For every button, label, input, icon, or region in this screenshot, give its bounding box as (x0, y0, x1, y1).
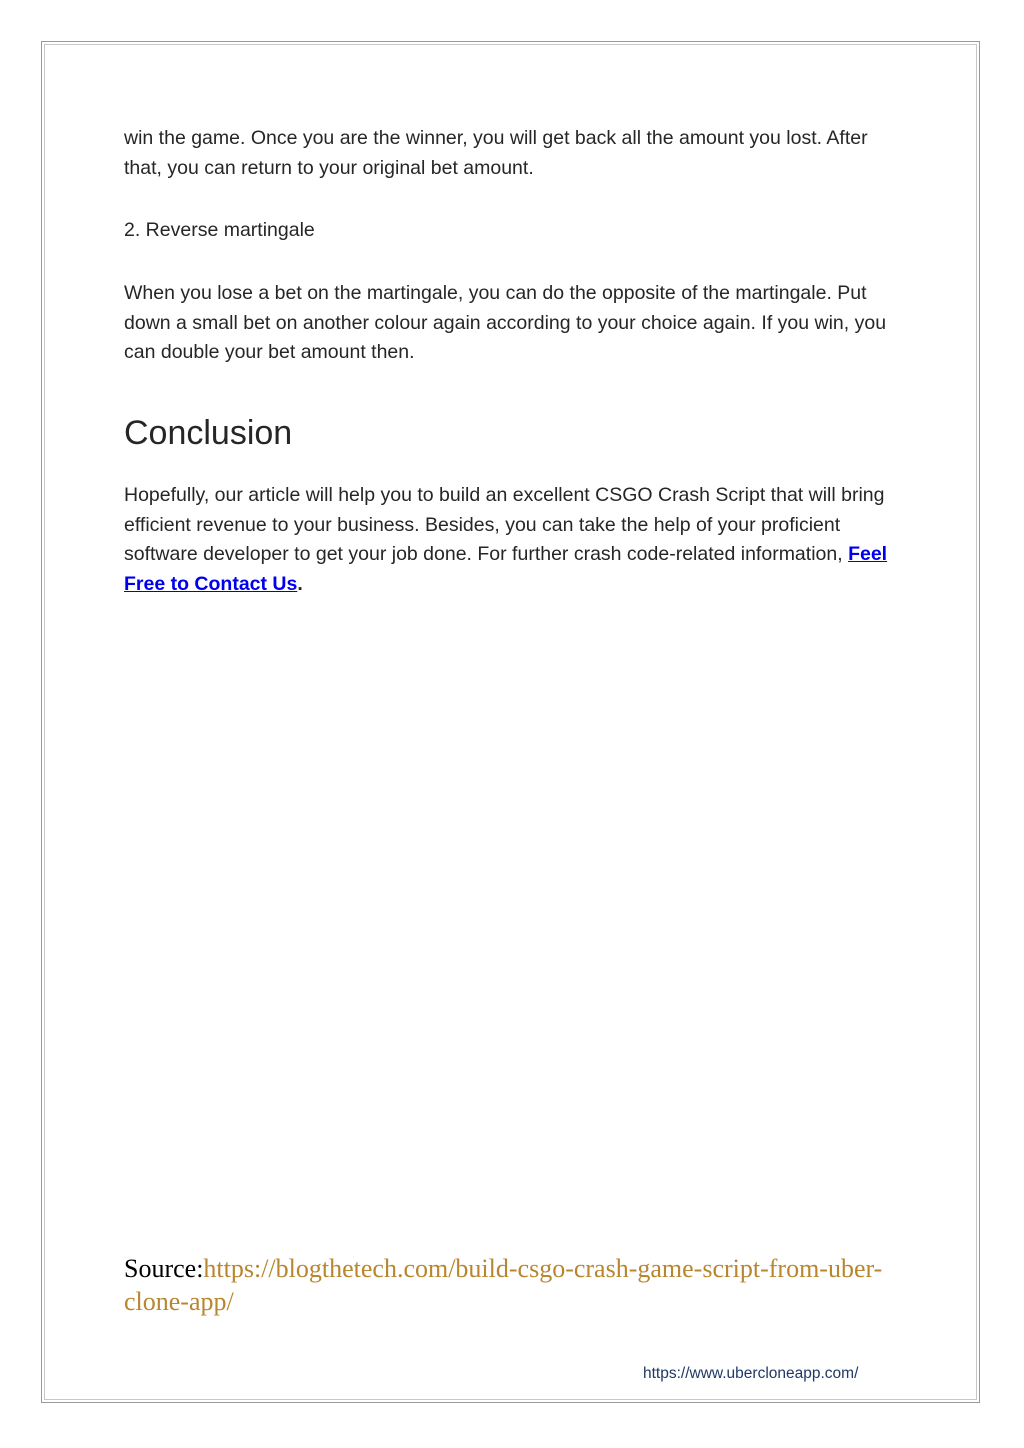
source-url-link[interactable]: https://blogthetech.com/build-csgo-crash-game-script-from-uber-clone-app/ (124, 1254, 883, 1316)
conclusion-paragraph (124, 481, 914, 599)
subheading-reverse-martingale: 2. Reverse martingale (124, 219, 315, 241)
footer-website-link[interactable]: https://www.ubercloneapp.com/ (643, 1365, 859, 1382)
contact-us-link[interactable]: Feel Free to Contact Us (124, 543, 888, 595)
paragraph-reverse-martingale: When you lose a bet on the martingale, you can do the opposite of the martingale. Put down a small bet on another colour again according to your choice again. If you win, you can double your bet amount then. (124, 282, 887, 363)
source-citation (124, 1252, 894, 1318)
conclusion-heading: Conclusion (124, 414, 293, 452)
source-label: Source: (124, 1254, 204, 1283)
paragraph-martingale-end: win the game. Once you are the winner, you will get back all the amount you lost. After that, you can return to your original bet amount. (124, 127, 868, 179)
conclusion-period: . (297, 572, 303, 595)
conclusion-text: Hopefully, our article will help you to build an excellent CSGO Crash Script that will bring efficient revenue to your business. Besides, you can take the help of your proficient software developer to get your job done. For further crash code-related information, (124, 484, 885, 565)
